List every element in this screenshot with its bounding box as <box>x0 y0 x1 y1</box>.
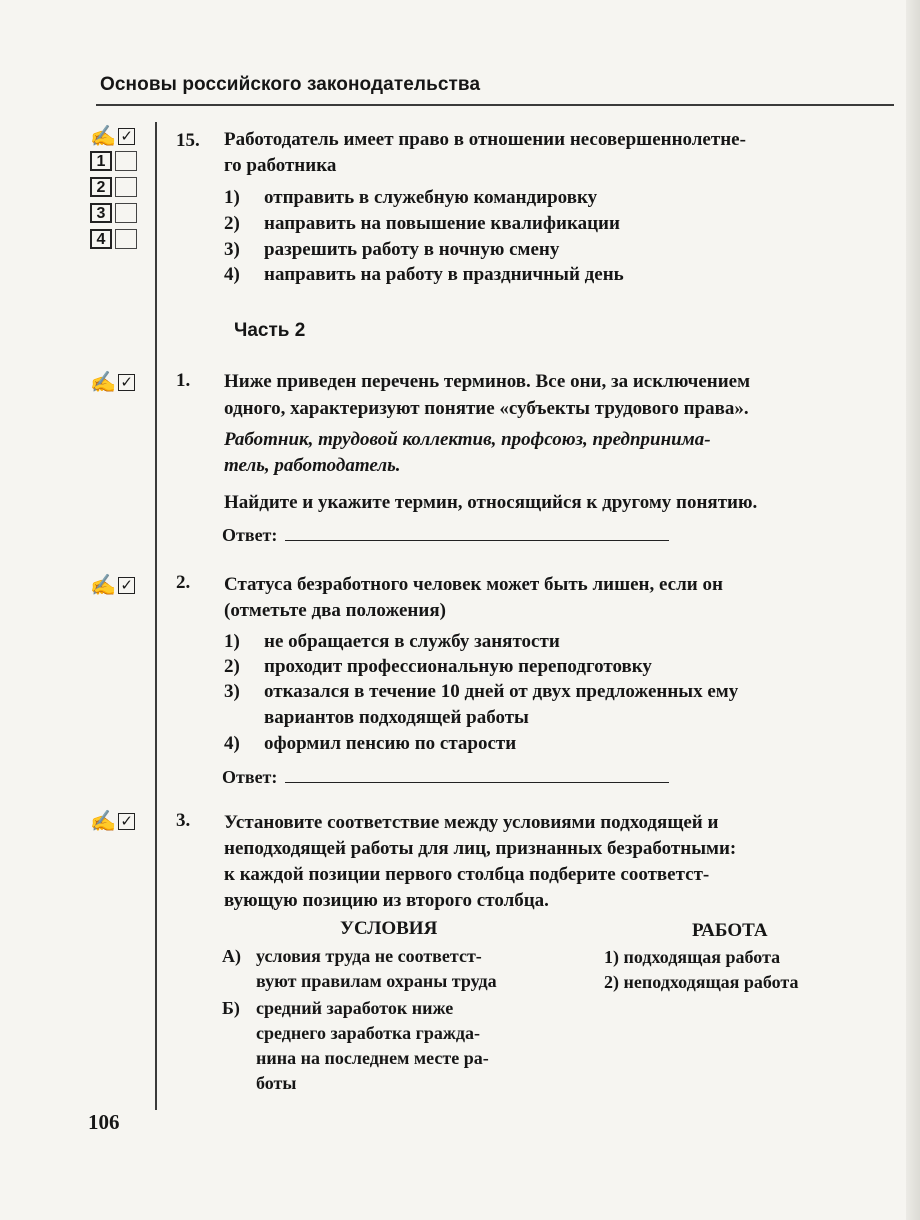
match-item: условия труда не соответст- <box>256 946 482 966</box>
answer-box-2 <box>90 177 137 197</box>
terms-list: тель, работодатель. <box>224 455 401 476</box>
option: 2) направить на повышение квалификации <box>224 213 620 234</box>
option: 1) не обращается в службу занятости <box>224 631 560 652</box>
writing-hand-icon: ✍ <box>90 809 117 833</box>
page-number: 106 <box>88 1110 120 1134</box>
checkbox-icon[interactable]: ✓ <box>118 813 135 830</box>
match-item: боты <box>256 1073 297 1093</box>
answer-checkbox[interactable] <box>115 203 137 223</box>
answer-box-1 <box>90 151 137 171</box>
match-item: вуют правилам охраны труда <box>256 971 497 991</box>
answer-box-3 <box>90 203 137 223</box>
header-divider <box>96 104 894 106</box>
answer-box-4 <box>90 229 137 249</box>
answer-checkbox[interactable] <box>115 229 137 249</box>
question-number: 3. <box>176 810 191 831</box>
option: 2) проходит профессиональную переподготовку <box>224 656 652 677</box>
question-number: 1. <box>176 370 191 391</box>
page-title: Основы российского законодательства <box>100 74 481 95</box>
writing-hand-icon: ✍ <box>90 124 117 148</box>
checkbox-icon[interactable]: ✓ <box>118 374 135 391</box>
answer-box-number: 4 <box>90 229 112 249</box>
column-header-work: РАБОТА <box>692 920 768 941</box>
question-text: Статуса безработного человек может быть лишен, если он <box>224 574 723 595</box>
work-option: 2) неподходящая работа <box>604 972 799 992</box>
option: вариантов подходящей работы <box>264 707 529 728</box>
p2q2-mark <box>90 575 135 596</box>
option: 3) разрешить работу в ночную смену <box>224 239 560 260</box>
question-number: 15. <box>176 130 200 151</box>
p2q1-mark <box>90 372 135 393</box>
question-text: Работодатель имеет право в отношении несовершеннолетне- <box>224 129 746 150</box>
question-text: Ниже приведен перечень терминов. Все они, за исключением <box>224 371 751 392</box>
margin-divider <box>155 122 157 1110</box>
answer-box-number: 3 <box>90 203 112 223</box>
option: 3) отказался в течение 10 дней от двух предложенных ему <box>224 681 739 702</box>
option: 4) направить на работу в праздничный день <box>224 264 624 285</box>
work-option: 1) подходящая работа <box>604 947 781 967</box>
question-text: одного, характеризуют понятие «субъекты трудового права». <box>224 398 749 419</box>
option: 4) оформил пенсию по старости <box>224 733 517 754</box>
page-edge <box>906 0 920 1220</box>
match-label: А) <box>222 946 241 966</box>
question-text: неподходящей работы для лиц, признанных безработными: <box>224 838 737 859</box>
question-text: (отметьте два положения) <box>224 600 446 621</box>
p2q3-mark <box>90 811 135 832</box>
answer-checkbox[interactable] <box>115 177 137 197</box>
terms-list: Работник, трудовой коллектив, профсоюз, предпринима- <box>224 429 711 450</box>
checkbox-icon[interactable]: ✓ <box>118 577 135 594</box>
question-text: Установите соответствие между условиями подходящей и <box>224 812 719 833</box>
answer-field[interactable]: Ответ: <box>222 766 669 788</box>
question-text: вующую позицию из второго столбца. <box>224 890 549 911</box>
answer-checkbox[interactable] <box>115 151 137 171</box>
section-title: Часть 2 <box>234 320 306 341</box>
match-item: средний заработок ниже <box>256 998 454 1018</box>
question-number: 2. <box>176 572 191 593</box>
writing-hand-icon: ✍ <box>90 370 117 394</box>
match-label: Б) <box>222 998 240 1018</box>
writing-hand-icon: ✍ <box>90 573 117 597</box>
question-text: к каждой позиции первого столбца подберите соответст- <box>224 864 710 885</box>
match-item: нина на последнем месте ра- <box>256 1048 489 1068</box>
task-text: Найдите и укажите термин, относящийся к другому понятию. <box>224 492 758 513</box>
checkbox-icon[interactable]: ✓ <box>118 128 135 145</box>
q15-mark <box>90 126 135 147</box>
answer-box-number: 2 <box>90 177 112 197</box>
match-item: среднего заработка гражда- <box>256 1023 480 1043</box>
column-header-conditions: УСЛОВИЯ <box>340 918 438 939</box>
option: 1) отправить в служебную командировку <box>224 187 598 208</box>
question-text: го работника <box>224 155 337 176</box>
answer-box-number: 1 <box>90 151 112 171</box>
answer-field[interactable]: Ответ: <box>222 524 669 546</box>
